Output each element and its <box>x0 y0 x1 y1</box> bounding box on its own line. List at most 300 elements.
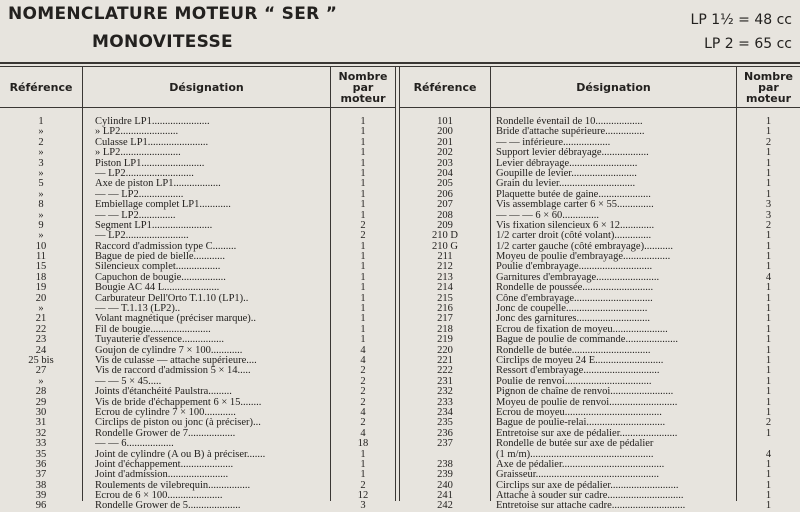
table-row <box>0 366 395 376</box>
table-row <box>0 159 395 169</box>
table-row <box>400 325 800 335</box>
table-row <box>0 314 395 324</box>
quantity-cell: 1 <box>765 459 772 470</box>
table-row <box>400 491 800 501</box>
reference-cell: 236 <box>437 428 453 439</box>
designation-cell: Joint d'échappement.................... <box>95 459 234 470</box>
reference-cell: 222 <box>437 366 453 377</box>
quantity-cell: 1 <box>360 137 366 148</box>
left-table-body <box>0 117 395 512</box>
quantity-cell: 3 <box>765 210 772 221</box>
quantity-cell: 4 <box>360 355 366 366</box>
reference-cell: 32 <box>35 428 47 439</box>
quantity-cell: 4 <box>765 449 772 460</box>
designation-cell: Rondelle éventail de 10.................. <box>496 117 643 127</box>
reference-cell: 217 <box>437 314 453 325</box>
quantity-cell: 1 <box>765 491 772 502</box>
quantity-cell: 3 <box>765 200 772 211</box>
reference-cell: 238 <box>437 459 453 470</box>
header-nombre-line3: moteur <box>340 91 386 105</box>
designation-cell: Embiellage complet LP1............ <box>95 200 231 211</box>
reference-cell: 209 <box>437 220 453 231</box>
table-row <box>0 117 395 127</box>
table-row <box>0 169 395 179</box>
quantity-cell: 1 <box>360 117 366 127</box>
designation-cell: Ecrou de fixation de moyeu..................... <box>496 324 668 335</box>
table-row <box>400 169 800 179</box>
designation-cell: Pignon de chaîne de renvoi........................ <box>496 387 674 398</box>
designation-cell: Vis de raccord d'admission 5 × 14..... <box>95 366 251 377</box>
quantity-cell: 1 <box>765 293 772 304</box>
designation-cell: Garnitures d'embrayage........................ <box>496 272 660 283</box>
header-rule-right <box>400 107 800 108</box>
reference-cell: 234 <box>437 407 453 418</box>
reference-cell: 25 bis <box>28 355 54 366</box>
reference-cell: » <box>38 231 44 242</box>
table-row <box>400 231 800 241</box>
quantity-cell: 1 <box>360 304 366 315</box>
reference-cell: 37 <box>35 470 47 481</box>
table-row <box>0 273 395 283</box>
quantity-cell: 1 <box>360 324 366 335</box>
quantity-cell: 1 <box>360 210 366 221</box>
reference-cell: 11 <box>35 252 47 263</box>
designation-cell: Fil de bougie....................... <box>95 324 211 335</box>
designation-cell: Carburateur Dell'Orto T.1.10 (LP1).. <box>95 293 249 304</box>
table-row <box>0 231 395 241</box>
header-nombre-right <box>737 67 800 107</box>
reference-cell: 201 <box>437 137 453 148</box>
quantity-cell: 2 <box>360 480 366 491</box>
table-row <box>400 335 800 345</box>
table-row <box>0 450 395 460</box>
table-row <box>400 294 800 304</box>
reference-cell: 5 <box>38 179 44 190</box>
title-line-1: NOMENCLATURE MOTEUR “ SER ” <box>8 4 338 24</box>
table-row <box>400 470 800 480</box>
reference-cell: 22 <box>35 324 47 335</box>
quantity-cell: 2 <box>360 387 366 398</box>
table-row <box>0 346 395 356</box>
designation-cell: Moyeu de poulie d'embrayage.................. <box>496 252 671 263</box>
designation-cell: Circlips de moyeu 24 E.......................... <box>496 355 664 366</box>
quantity-cell: 2 <box>765 137 772 148</box>
quantity-cell: 1 <box>765 387 772 398</box>
table-row <box>400 262 800 272</box>
reference-cell: 96 <box>35 501 47 512</box>
quantity-cell: 1 <box>765 470 772 481</box>
reference-cell: 221 <box>437 355 453 366</box>
designation-cell: Vis fixation silencieux 6 × 12............. <box>496 220 655 231</box>
reference-cell: 239 <box>437 470 453 481</box>
quantity-cell: 1 <box>765 262 772 273</box>
reference-cell: 240 <box>437 480 453 491</box>
table-row <box>0 262 395 272</box>
designation-cell: Attache à souder sur cadre............................. <box>496 491 684 502</box>
table-row <box>400 148 800 158</box>
reference-cell: 24 <box>35 345 47 356</box>
reference-cell: 30 <box>35 407 47 418</box>
table-row <box>0 335 395 345</box>
reference-cell: 31 <box>35 418 47 429</box>
quantity-cell: 1 <box>765 376 772 387</box>
quantity-cell: 1 <box>360 293 366 304</box>
designation-cell: 1/2 carter gauche (côté embrayage)........... <box>496 241 673 252</box>
quantity-cell: 1 <box>765 168 772 179</box>
reference-cell: 233 <box>437 397 453 408</box>
header-nombre-left <box>331 67 395 107</box>
table-row <box>400 252 800 262</box>
designation-cell: Piston LP1........................ <box>95 158 205 169</box>
table-row <box>0 242 395 252</box>
designation-cell: » LP2...................... <box>95 127 179 138</box>
header-nombre-line2: par <box>758 80 779 94</box>
table-top-rule <box>0 62 800 64</box>
quantity-cell: 1 <box>765 148 772 159</box>
table-row <box>400 398 800 408</box>
header-reference-right: Référence <box>413 80 477 94</box>
designation-cell: Bague de poulie-relai.............................. <box>496 418 666 429</box>
reference-cell: 2 <box>38 137 44 148</box>
quantity-cell: 1 <box>360 470 366 481</box>
designation-cell: — — LP2................. <box>95 189 184 200</box>
designation-cell: Plaquette butée de gaine.................... <box>496 189 651 200</box>
designation-cell: Cône d'embrayage.............................. <box>496 293 653 304</box>
quantity-cell: 2 <box>360 376 366 387</box>
designation-cell: Support levier débrayage.................. <box>496 148 649 159</box>
table-row <box>400 242 800 252</box>
table-row <box>0 460 395 470</box>
quantity-cell: 1 <box>360 189 366 200</box>
designation-cell: — — T.1.13 (LP2).. <box>95 304 181 315</box>
quantity-cell: 4 <box>360 428 366 439</box>
table-row <box>400 179 800 189</box>
designation-cell: Bride d'attache supérieure............... <box>496 127 645 138</box>
quantity-cell: 1 <box>765 252 772 263</box>
quantity-cell: 1 <box>765 397 772 408</box>
reference-cell: 212 <box>437 262 453 273</box>
designation-cell: Grain du levier............................. <box>496 179 636 190</box>
reference-cell: 8 <box>38 200 44 211</box>
designation-cell: Vis de culasse — attache supérieure.... <box>95 355 257 366</box>
quantity-cell: 1 <box>360 200 366 211</box>
quantity-cell: 4 <box>360 407 366 418</box>
reference-cell: 206 <box>437 189 453 200</box>
designation-cell: Goujon de cylindre 7 × 100............ <box>95 345 243 356</box>
designation-cell: Jonc des garnitures............................ <box>496 314 650 325</box>
table-row <box>400 159 800 169</box>
quantity-cell: 1 <box>765 345 772 356</box>
quantity-cell: 1 <box>360 168 366 179</box>
table-row <box>400 211 800 221</box>
designation-cell: Culasse LP1....................... <box>95 137 209 148</box>
reference-cell: 219 <box>437 335 453 346</box>
designation-cell: Joint d'admission....................... <box>95 470 229 481</box>
reference-cell: 218 <box>437 324 453 335</box>
table-row <box>0 501 395 511</box>
quantity-cell: 2 <box>360 220 366 231</box>
table-row <box>0 325 395 335</box>
reference-cell: 205 <box>437 179 453 190</box>
reference-cell: 35 <box>35 449 47 460</box>
column-divider <box>395 67 396 501</box>
designation-cell: Ecrou de 6 × 100..................... <box>95 491 223 502</box>
reference-cell: 242 <box>437 501 453 512</box>
quantity-cell: 1 <box>765 283 772 294</box>
reference-cell: » <box>38 210 44 221</box>
reference-cell: 237 <box>437 439 453 450</box>
reference-cell: 23 <box>35 335 47 346</box>
reference-cell: » <box>38 148 44 159</box>
table-row <box>400 221 800 231</box>
table-row <box>400 501 800 511</box>
table-row <box>400 418 800 428</box>
quantity-cell: 1 <box>360 252 366 263</box>
reference-cell: 220 <box>437 345 453 356</box>
designation-cell: Bague de pied de bielle............ <box>95 252 226 263</box>
quantity-cell: 12 <box>357 491 369 502</box>
quantity-cell: 1 <box>765 127 772 138</box>
designation-cell: Rondelle de butée.............................. <box>496 345 651 356</box>
reference-cell: 241 <box>437 491 453 502</box>
reference-cell: 15 <box>35 262 47 273</box>
designation-cell: Joints d'étanchéité Paulstra......... <box>95 387 232 398</box>
table-row <box>400 429 800 439</box>
reference-cell: » <box>38 189 44 200</box>
designation-cell: Tuyauterie d'essence................ <box>95 335 224 346</box>
header-nombre-line1: Nombre <box>338 69 388 83</box>
header-reference-left: Référence <box>9 80 73 94</box>
designation-cell: — — 6.................. <box>95 439 174 450</box>
table-row <box>400 138 800 148</box>
designation-cell: — LP2.......................... <box>95 168 194 179</box>
reference-cell: 235 <box>437 418 453 429</box>
reference-cell: 20 <box>35 293 47 304</box>
reference-cell: » <box>38 168 44 179</box>
table-row <box>400 346 800 356</box>
table-row <box>400 304 800 314</box>
designation-cell: Circlips de piston ou jonc (à préciser)... <box>95 418 261 429</box>
quantity-cell: 1 <box>765 366 772 377</box>
designation-cell: Cylindre LP1...................... <box>95 117 210 127</box>
reference-cell: 232 <box>437 387 453 398</box>
designation-cell: Poulie d'embrayage............................ <box>496 262 653 273</box>
reference-cell: 33 <box>35 439 47 450</box>
quantity-cell: 1 <box>765 407 772 418</box>
designation-cell: Axe de piston LP1.................. <box>95 179 221 190</box>
designation-cell: Segment LP1....................... <box>95 220 213 231</box>
designation-cell: — — 5 × 45..... <box>95 376 162 387</box>
quantity-cell: 1 <box>765 428 772 439</box>
reference-cell: 208 <box>437 210 453 221</box>
designation-cell: Vis de bride d'échappement 6 × 15........ <box>95 397 262 408</box>
table-row <box>0 252 395 262</box>
reference-cell: » <box>38 127 44 138</box>
quantity-cell: 2 <box>360 418 366 429</box>
reference-cell: » <box>38 304 44 315</box>
table-row <box>0 387 395 397</box>
reference-cell: 202 <box>437 148 453 159</box>
quantity-cell: 1 <box>360 179 366 190</box>
table-row <box>400 283 800 293</box>
quantity-cell: 1 <box>360 127 366 138</box>
designation-cell: — — inférieure.................. <box>496 137 611 148</box>
table-row <box>0 148 395 158</box>
table-row <box>400 314 800 324</box>
right-table-body <box>400 117 800 512</box>
quantity-cell: 1 <box>360 314 366 325</box>
designation-cell: Levier débrayage.......................... <box>496 158 638 169</box>
header-nombre-line1: Nombre <box>744 69 793 83</box>
designation-cell: Circlips sur axe de pédalier.......................... <box>496 480 679 491</box>
quantity-cell: 1 <box>360 241 366 252</box>
designation-cell: Axe de pédalier....................................... <box>496 459 665 470</box>
table-row <box>0 138 395 148</box>
table-row <box>0 356 395 366</box>
reference-cell: 36 <box>35 459 47 470</box>
quantity-cell: 1 <box>765 501 772 512</box>
reference-cell: 19 <box>35 283 47 294</box>
reference-cell: 3 <box>38 158 44 169</box>
table-row <box>0 304 395 314</box>
quantity-cell: 2 <box>765 220 772 231</box>
reference-cell: 29 <box>35 397 47 408</box>
designation-cell: Ressort d'embrayage............................. <box>496 366 660 377</box>
reference-cell: 210 G <box>432 241 458 252</box>
table-row <box>0 190 395 200</box>
table-row <box>0 470 395 480</box>
table-row <box>400 481 800 491</box>
table-row <box>0 211 395 221</box>
reference-cell: 9 <box>38 220 44 231</box>
reference-cell: 231 <box>437 376 453 387</box>
designation-cell: — LP2........................ <box>95 231 189 242</box>
table-row <box>400 366 800 376</box>
header-nombre-line2: par <box>352 80 374 94</box>
quantity-cell: 1 <box>765 314 772 325</box>
designation-cell: Poulie de renvoi................................. <box>496 376 652 387</box>
header-rule-left <box>0 107 395 108</box>
quantity-cell: 1 <box>360 449 366 460</box>
quantity-cell: 1 <box>765 335 772 346</box>
reference-cell: 38 <box>35 480 47 491</box>
designation-cell: Moyeu de poulie de renvoi.......................... <box>496 397 678 408</box>
designation-cell: Jonc de coupelle............................... <box>496 304 648 315</box>
reference-cell: 216 <box>437 304 453 315</box>
quantity-cell: 1 <box>765 304 772 315</box>
quantity-cell: 1 <box>360 283 366 294</box>
reference-cell: 213 <box>437 272 453 283</box>
designation-cell: Entretoise sur attache cadre............................ <box>496 501 686 512</box>
designation-cell: Roulements de vilebrequin................ <box>95 480 251 491</box>
designation-cell: Ecrou de cylindre 7 × 100............ <box>95 407 236 418</box>
designation-cell: Silencieux complet................. <box>95 262 221 273</box>
designation-cell: Entretoise sur axe de pédalier...................... <box>496 428 678 439</box>
designation-cell: Rondelle de poussée........................... <box>496 283 654 294</box>
designation-cell: Volant magnétique (préciser marque).. <box>95 314 257 325</box>
lp2-capacity: LP 2 = 65 cc <box>704 36 792 52</box>
reference-cell: » <box>38 376 44 387</box>
designation-cell: Raccord d'admission type C......... <box>95 241 237 252</box>
designation-cell: » LP2....................... <box>95 148 181 159</box>
table-row <box>400 460 800 470</box>
table-row <box>400 450 800 460</box>
table-row <box>0 179 395 189</box>
quantity-cell: 1 <box>765 231 772 242</box>
table-row <box>0 127 395 137</box>
quantity-cell: 1 <box>765 355 772 366</box>
header-designation-left: Désignation <box>169 80 244 94</box>
designation-cell: Ecrou de moyeu..................................... <box>496 407 662 418</box>
designation-cell: Bougie AC 44 L..................... <box>95 283 220 294</box>
designation-cell: Rondelle de butée sur axe de pédalier <box>496 439 654 450</box>
reference-cell: 18 <box>35 272 47 283</box>
quantity-cell: 1 <box>360 335 366 346</box>
table-row <box>0 439 395 449</box>
table-row <box>400 190 800 200</box>
designation-cell: — — LP2.............. <box>95 210 176 221</box>
quantity-cell: 1 <box>765 241 772 252</box>
quantity-cell: 2 <box>765 418 772 429</box>
title-line-2: MONOVITESSE <box>92 32 233 52</box>
lp1-capacity: LP 1½ = 48 cc <box>690 12 792 28</box>
table-row <box>0 377 395 387</box>
table-row <box>400 439 800 449</box>
reference-cell: 210 D <box>432 231 458 242</box>
reference-cell: 39 <box>35 491 47 502</box>
quantity-cell: 2 <box>360 366 366 377</box>
reference-cell: 1 <box>38 117 44 127</box>
table-row <box>400 408 800 418</box>
reference-cell: 101 <box>437 117 453 127</box>
reference-cell: 204 <box>437 168 453 179</box>
quantity-cell: 2 <box>360 397 366 408</box>
quantity-cell: 1 <box>765 324 772 335</box>
quantity-cell: 1 <box>765 117 772 127</box>
reference-cell: 21 <box>35 314 47 325</box>
table-row <box>0 491 395 501</box>
reference-cell: 207 <box>437 200 453 211</box>
designation-cell: 1/2 carter droit (côté volant).............. <box>496 231 652 242</box>
header-designation-right: Désignation <box>576 80 651 94</box>
table-row <box>0 418 395 428</box>
reference-cell: 28 <box>35 387 47 398</box>
quantity-cell: 1 <box>360 158 366 169</box>
reference-cell: 214 <box>437 283 453 294</box>
designation-cell: (1 m/m)............................................... <box>496 449 654 460</box>
designation-cell: Rondelle Grower de 7.................. <box>95 428 236 439</box>
quantity-cell: 1 <box>765 480 772 491</box>
table-row <box>0 294 395 304</box>
designation-cell: Bague de poulie de commande.................... <box>496 335 678 346</box>
designation-cell: Capuchon de bougie................. <box>95 272 226 283</box>
quantity-cell: 2 <box>360 231 366 242</box>
quantity-cell: 1 <box>765 189 772 200</box>
quantity-cell: 4 <box>360 345 366 356</box>
designation-cell: Rondelle Grower de 5.................... <box>95 501 241 512</box>
table-row <box>0 408 395 418</box>
table-row <box>0 221 395 231</box>
table-row <box>400 356 800 366</box>
designation-cell: Goupille de levier......................... <box>496 168 637 179</box>
reference-cell: 200 <box>437 127 453 138</box>
table-row <box>400 127 800 137</box>
reference-cell: 10 <box>35 241 47 252</box>
table-row <box>0 481 395 491</box>
table-row <box>400 377 800 387</box>
quantity-cell: 1 <box>360 262 366 273</box>
reference-cell: 27 <box>35 366 47 377</box>
